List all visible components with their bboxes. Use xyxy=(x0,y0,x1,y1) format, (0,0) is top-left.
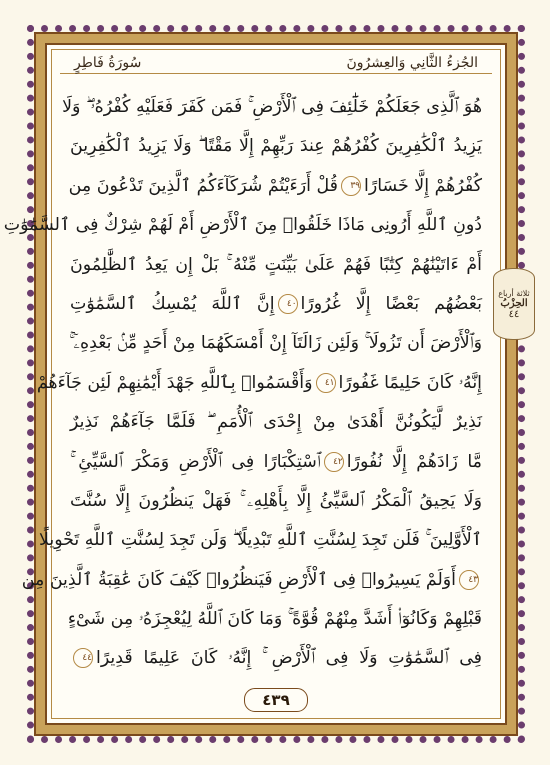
hizb-quarter-label: ثلاثة أرباع xyxy=(498,288,530,298)
verse-text: نَذِيرٌ لَّيَكُونُنَّ أَهْدَىٰ مِنْ إِحْدَى ٱلْأُمَمِ ۖ فَلَمَّا جَآءَهُمْ نَذِيرٌ xyxy=(70,412,482,433)
surah-name: سُورَةُ فَاطِرٍ xyxy=(74,54,142,71)
verse-text: فِى ٱلسَّمَٰوَٰتِ وَلَا فِى ٱلْأَرْضِ ۚ إِنَّهُۥ كَانَ عَلِيمًا قَدِيرًا xyxy=(96,648,482,669)
verse-text: وَٱلْأَرْضَ أَن تَزُولَا ۚ وَلَئِن زَالَتَآ إِنْ أَمْسَكَهُمَا مِنْ أَحَدٍ مِّنۢ بَعْدِهِۦٓ ۚ xyxy=(69,333,482,354)
verse-text: قُلْ أَرَءَيْتُمْ شُرَكَآءَكُمُ ٱلَّذِينَ تَدْعُونَ مِن xyxy=(68,175,338,196)
verse-line xyxy=(67,600,482,639)
verse-line xyxy=(70,482,482,521)
ayah-number-marker: ٣٩ xyxy=(341,176,361,196)
verse-text: إِنَّ ٱللَّهَ يُمْسِكُ ٱلسَّمَٰوَٰتِ xyxy=(70,293,275,314)
page-header xyxy=(60,52,492,74)
verse-line xyxy=(62,88,482,127)
verse-line xyxy=(70,246,482,285)
ayah-number-marker: ٤٣ xyxy=(459,570,479,590)
verse-line xyxy=(70,285,482,324)
verse-line xyxy=(70,324,482,363)
verse-line xyxy=(38,521,482,560)
ayah-number-marker: ٤٤ xyxy=(73,648,93,668)
page-number: ٤٣٩ xyxy=(244,688,308,712)
hizb-label: الحِزْبُ xyxy=(500,297,528,309)
ayah-number-marker: ٤١ xyxy=(316,373,336,393)
ayah-number-marker: ٤٠ xyxy=(278,294,298,314)
ayah-number-marker: ٤٢ xyxy=(324,452,344,472)
verse-line xyxy=(70,127,482,166)
verse-line xyxy=(70,443,482,482)
hizb-number: ٤٤ xyxy=(508,308,520,320)
juz-name: الجُزءُ الثَّانِي وَالعِشرُونَ xyxy=(346,54,478,71)
verse-text: مَّا زَادَهُمْ إِلَّا نُفُورًا xyxy=(346,451,482,472)
verse-text: دُونِ ٱللَّهِ أَرُونِى مَاذَا خَلَقُوا۟ مِنَ ٱلْأَرْضِ أَمْ لَهُمْ شِرْكٌ فِى ٱلسَّمَٰوَٰتِ xyxy=(3,215,482,236)
verse-text: وَأَقْسَمُوا۟ بِٱللَّهِ جَهْدَ أَيْمَٰنِهِمْ لَئِن جَآءَهُمْ xyxy=(36,372,313,393)
verse-line xyxy=(3,206,482,245)
hizb-marker xyxy=(493,268,535,340)
verse-line xyxy=(70,403,482,442)
verse-line xyxy=(70,167,482,206)
verse-text: قَبْلِهِمْ وَكَانُوٓا۟ أَشَدَّ مِنْهُمْ قُوَّةً ۚ وَمَا كَانَ ٱللَّهُ لِيُعْجِزَهُۥ مِن شَىْءٍ xyxy=(67,609,482,630)
verse-text: بَعْضُهُم بَعْضًا إِلَّا غُرُورًا xyxy=(300,293,482,314)
verse-text: كُفْرُهُمْ إِلَّا خَسَارًا xyxy=(363,175,482,196)
quran-text xyxy=(3,88,482,678)
verse-text: ٱسْتِكْبَارًا فِى ٱلْأَرْضِ وَمَكْرَ ٱلسَّيِّئِ ۚ xyxy=(70,451,321,472)
verse-line xyxy=(70,639,482,678)
verse-text: أَمْ ءَاتَيْنَٰهُمْ كِتَٰبًا فَهُمْ عَلَىٰ بَيِّنَتٍ مِّنْهُ ۚ بَلْ إِن يَعِدُ ٱلظَّٰلِمُونَ xyxy=(70,254,482,275)
verse-text: أَوَلَمْ يَسِيرُوا۟ فِى ٱلْأَرْضِ فَيَنظُرُوا۟ كَيْفَ كَانَ عَٰقِبَةُ ٱلَّذِينَ مِن xyxy=(21,569,456,590)
verse-text: هُوَ ٱلَّذِى جَعَلَكُمْ خَلَٰٓئِفَ فِى ٱلْأَرْضِ ۚ فَمَن كَفَرَ فَعَلَيْهِ كُفْرُهُۥ ۖ وَلَا xyxy=(62,97,482,117)
verse-text: يَزِيدُ ٱلْكَٰفِرِينَ كُفْرُهُمْ عِندَ رَبِّهِمْ إِلَّا مَقْتًا ۖ وَلَا يَزِيدُ ٱلْكَٰفِرِينَ xyxy=(70,136,482,157)
verse-text: وَلَا يَحِيقُ ٱلْمَكْرُ ٱلسَّيِّئُ إِلَّا بِأَهْلِهِۦ ۚ فَهَلْ يَنظُرُونَ إِلَّا سُنَّتَ xyxy=(70,490,482,511)
verse-line xyxy=(36,364,482,403)
verse-text: ٱلْأَوَّلِينَ ۚ فَلَن تَجِدَ لِسُنَّتِ ٱللَّهِ تَبْدِيلًا ۖ وَلَن تَجِدَ لِسُنَّتِ ٱللَّهِ تَحْوِيلًا xyxy=(38,530,482,551)
verse-text: إِنَّهُۥ كَانَ حَلِيمًا غَفُورًا xyxy=(338,372,482,393)
verse-line xyxy=(21,561,482,600)
